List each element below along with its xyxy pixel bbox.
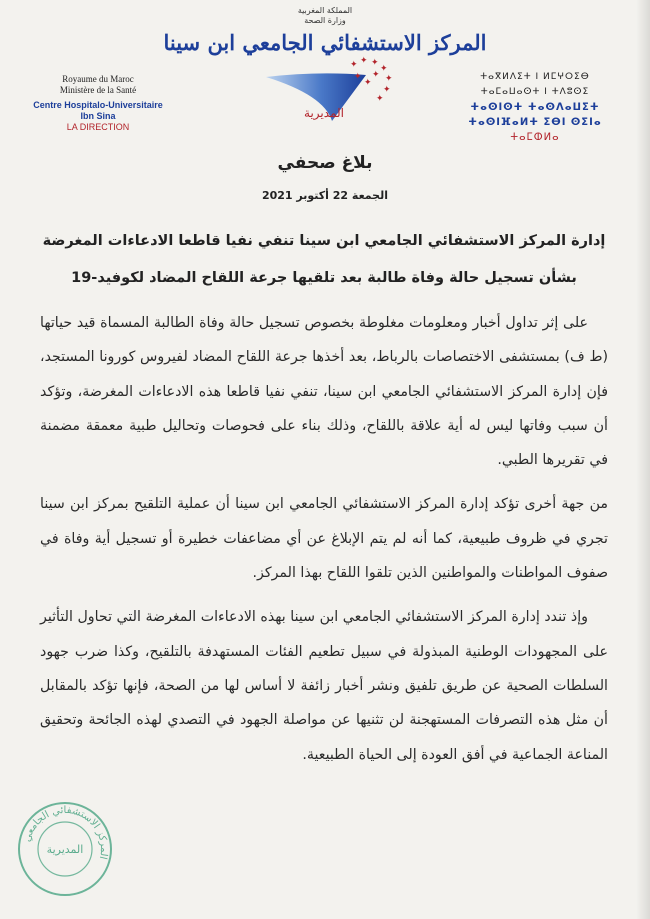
svg-text:✦: ✦ — [380, 64, 388, 74]
stamp-ring-text: المركز الاستشفائي الجامعي — [21, 804, 110, 861]
kingdom-ministry-arabic — [0, 6, 650, 26]
logo-subtitle: المديرية — [304, 106, 344, 120]
kingdom-arabic: المملكة المغربية — [297, 6, 353, 15]
svg-text:✦: ✦ — [371, 58, 379, 68]
page-edge-shadow — [636, 0, 650, 919]
french-ministry: Ministère de la Santé — [59, 85, 137, 95]
svg-text:✦: ✦ — [372, 70, 380, 80]
svg-text:✦: ✦ — [350, 60, 358, 70]
document-title: بلاغ صحفي — [277, 153, 373, 173]
french-center-name: Centre Hospitalo-Universitaire Ibn Sina — [33, 100, 163, 121]
svg-text:✦: ✦ — [360, 56, 368, 66]
svg-text:✦: ✦ — [376, 94, 384, 104]
tifinagh-line-3: ⵜⴰⵙⵏⵙⵜ ⵜⴰⵙⴷⴰⵡⵉⵜ ⵜⴰⵙⵏⴼⴰⵍⵜ ⵉⴱⵏ ⵙⵉⵏⴰ — [468, 102, 602, 128]
svg-text:✦: ✦ — [383, 85, 391, 95]
ministry-arabic: وزارة الصحة — [304, 16, 346, 25]
headline-line-1: إدارة المركز الاستشفائي الجامعي ابن سينا تنفي نفيا قاطعا الادعاءات المغرضة — [42, 233, 606, 249]
official-stamp — [16, 800, 114, 898]
logo-stars — [350, 56, 393, 104]
chu-logo — [258, 55, 398, 127]
paragraph-1: على إثر تداول أخبار ومعلومات مغلوطة بخصوص تسجيل حالة وفاة الطالبة المسماة قيد حياتها (ط ف) بمستشفى الاختصاصات بالرباط، بعد أخذها جرعة اللقاح المضاد لفيروس كورونا المستجد، فإن إدارة المركز الاستشفائي الجامعي ابن سينا، تنفي نفيا قاطعا هذه الادعاءات المغرضة، وتؤكد أن سبب وفاتها ليس له أية علاقة باللقاح، وذلك بناء على فحوصات وتحاليل طبية معمقة مضمنة في تقريرها الطبي. — [40, 315, 608, 469]
paragraph-2: من جهة أخرى تؤكد إدارة المركز الاستشفائي الجامعي ابن سينا أن عملية التلقيح بمركز ابن سينا تجري في ظروف طبيعية، كما أنه لم يتم الإبلاغ عن أي مضاعفات خطيرة أو تسجيل أية وفاة في صفوف المواطنات والمواطنين الذين تلقوا اللقاح بهذا المركز. — [40, 496, 608, 582]
french-header-block — [28, 74, 168, 133]
headline-line-2: بشأن تسجيل حالة وفاة طالبة بعد تلقيها جرعة اللقاح المضاد لكوفيد-19 — [71, 270, 577, 286]
tifinagh-line-1: ⵜⴰⴳⵍⴷⵉⵜ ⵏ ⵍⵎⵖⵔⵉⴱ — [480, 72, 590, 82]
stamp-center-text: المديرية — [46, 843, 84, 856]
svg-text:✦: ✦ — [364, 78, 372, 88]
svg-text:✦: ✦ — [385, 74, 393, 84]
body-text — [40, 306, 608, 772]
french-direction: LA DIRECTION — [66, 122, 130, 132]
document-date: الجمعة 22 أكتوبر 2021 — [261, 189, 389, 202]
tifinagh-header-block — [460, 70, 610, 145]
tifinagh-line-2: ⵜⴰⵎⴰⵡⴰⵙⵜ ⵏ ⵜⴷⵓⵙⵉ — [480, 87, 590, 97]
center-name-arabic: المركز الاستشفائي الجامعي ابن سينا — [163, 30, 487, 55]
french-kingdom: Royaume du Maroc — [62, 74, 134, 84]
svg-text:✦: ✦ — [354, 72, 362, 82]
paragraph-3: وإذ تندد إدارة المركز الاستشفائي الجامعي ابن سينا بهذه الادعاءات المغرضة التي تحاول التأثير على المجهودات الوطنية المبذولة في سبيل تطعيم الفئات المستهدفة بالتلقيح، وكذا ضرب جهود السلطات الصحية عن طريق تلفيق ونشر أخبار زائفة لا أساس لها من الصحة، فإنها تؤكد بالمقابل أن مثل هذه التصرفات المستهجنة لن تثنيها عن مواصلة الجهود في التصدي لهذه الجائحة وتحقيق المناعة الجماعية في أفق العودة إلى الحياة الطبيعية. — [40, 609, 608, 763]
tifinagh-line-4: ⵜⴰⵎⵀⵍⴰ — [510, 132, 560, 143]
